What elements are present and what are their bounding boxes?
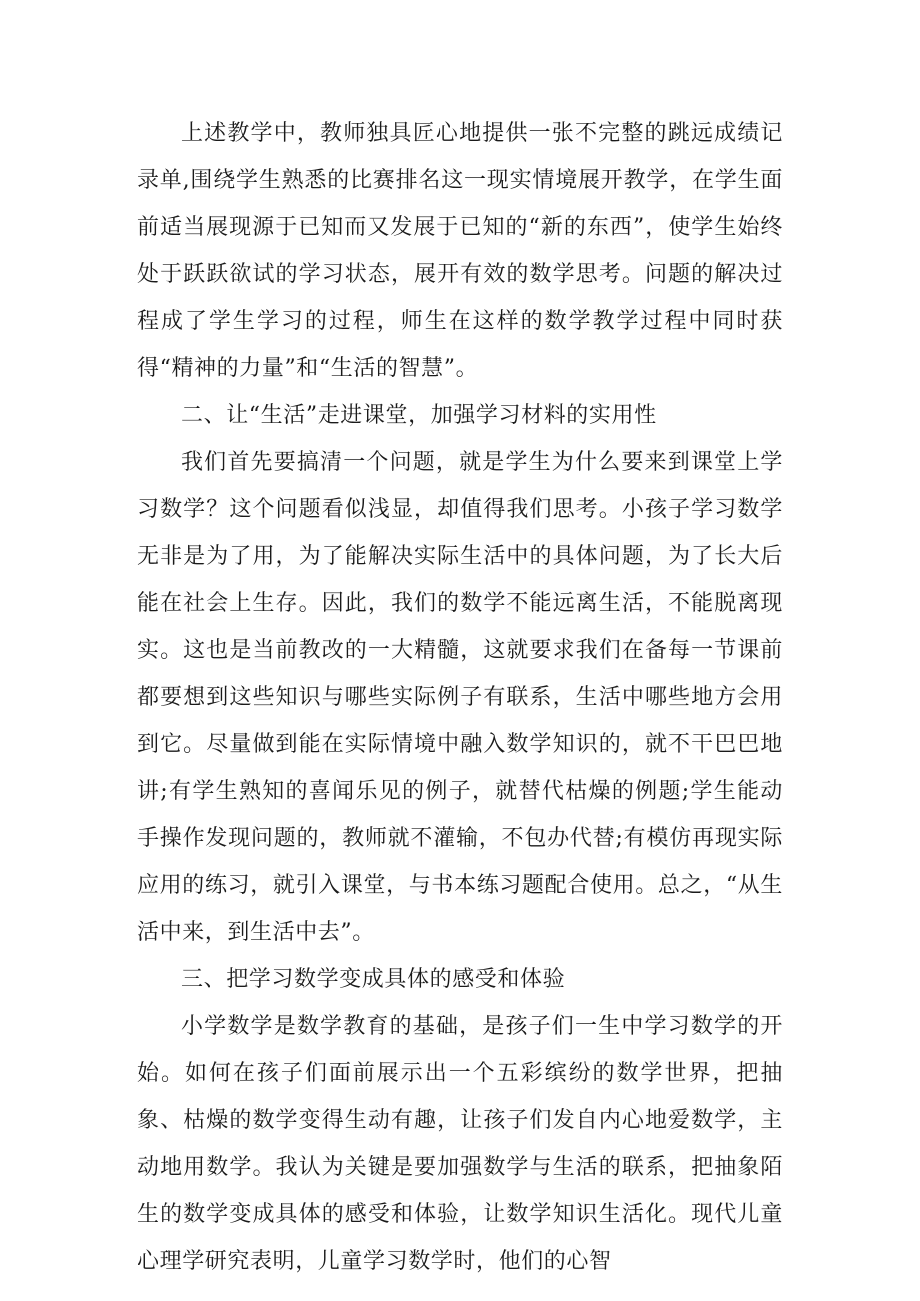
paragraph-1: 上述教学中，教师独具匠心地提供一张不完整的跳远成绩记录单,围绕学生熟悉的比赛排名这一现实情境展开教学，在学生面前适当展现源于已知而又发展于已知的“新的东西”，使学生始终处于跃跃欲试的学习状态，展开有效的数学思考。问题的解决过程成了学生学习的过程，师生在这样的数学教学过程中同时获得“精神的力量”和“生活的智慧”。: [137, 121, 783, 381]
section-heading-2: 二、让“生活”走进课堂，加强学习材料的实用性: [181, 403, 657, 428]
paragraph-3: 小学数学是数学教育的基础，是孩子们一生中学习数学的开始。如何在孩子们面前展示出一个五彩缤纷的数学世界，把抽象、枯燥的数学变得生动有趣，让孩子们发自内心地爱数学，主动地用数学。我认为关键是要加强数学与生活的联系，把抽象陌生的数学变成具体的感受和体验，让数学知识生活化。现代儿童心理学研究表明，儿童学习数学时，他们的心智: [137, 1014, 783, 1274]
document-body: [137, 110, 783, 1285]
section-heading-3: 三、把学习数学变成具体的感受和体验: [181, 967, 566, 992]
paragraph-2: 我们首先要搞清一个问题，就是学生为什么要来到课堂上学习数学？这个问题看似浅显，却值得我们思考。小孩子学习数学无非是为了用，为了能解决实际生活中的具体问题，为了长大后能在社会上生存。因此，我们的数学不能远离生活，不能脱离现实。这也是当前教改的一大精髓，这就要求我们在备每一节课前都要想到这些知识与哪些实际例子有联系，生活中哪些地方会用到它。尽量做到能在实际情境中融入数学知识的，就不干巴巴地讲;有学生熟知的喜闻乐见的例子，就替代枯燥的例题;学生能动手操作发现问题的，教师就不灌输，不包办代替;有模仿再现实际应用的练习，就引入课堂，与书本练习题配合使用。总之，“从生活中来，到生活中去”。: [137, 450, 783, 945]
